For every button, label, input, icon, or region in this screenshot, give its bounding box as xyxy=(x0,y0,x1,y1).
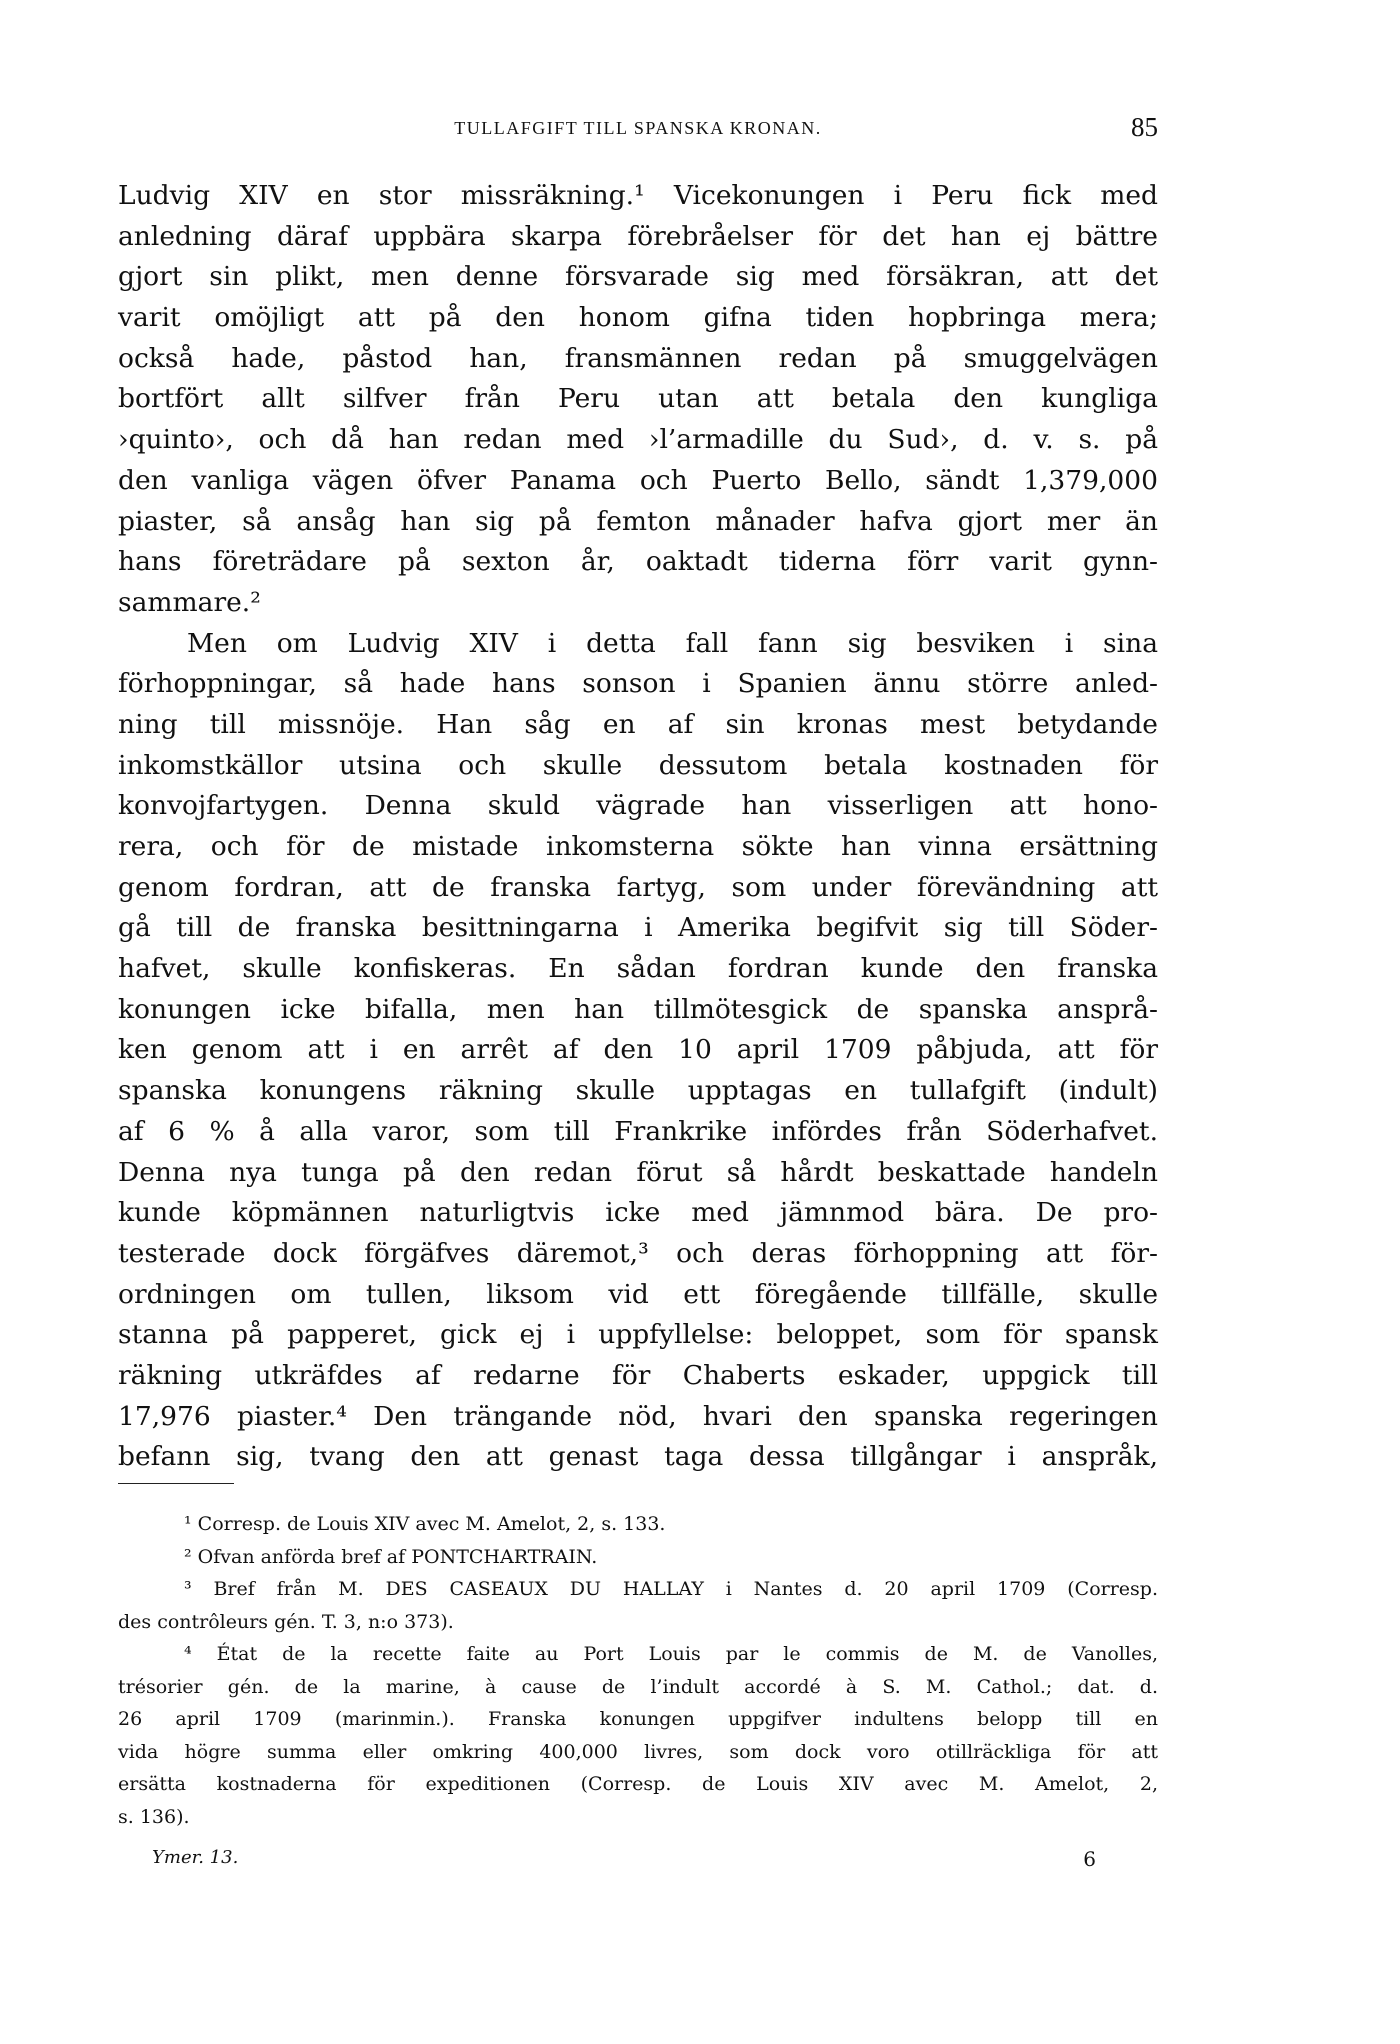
text-line: ordningen om tullen, liksom vid ett föregående tillfälle, skulle xyxy=(118,1278,1158,1310)
text-line: konvojfartygen. Denna skuld vägrade han visserligen att hono- xyxy=(118,790,1158,822)
text-line: gjort sin plikt, men denne försvarade sig med försäkran, att det xyxy=(118,261,1158,293)
text-line: Ludvig XIV en stor missräkning.¹ Vicekonungen i Peru fick med xyxy=(118,180,1158,211)
footnote-1: ¹ Corresp. de Louis XIV avec M. Amelot, 2, s. 133. xyxy=(184,1513,666,1535)
text-line: förhoppningar, så hade hans sonson i Spanien ännu större anled- xyxy=(118,668,1158,700)
body-text xyxy=(118,176,1158,1478)
text-line: räkning utkräfdes af redarne för Chaberts eskader, uppgick till xyxy=(118,1359,1158,1391)
page-footer xyxy=(152,1847,1096,1877)
text-line: också hade, påstod han, fransmännen redan på smuggelvägen xyxy=(118,342,1158,374)
footnote-3-cont: des contrôleurs gén. T. 3, n:o 373). xyxy=(118,1610,454,1633)
text-line: ken genom att i en arrêt af den 10 april 1709 påbjuda, att för xyxy=(118,1034,1158,1066)
text-line: af 6 % å alla varor, som till Frankrike infördes från Söderhafvet. xyxy=(118,1115,1158,1147)
footnote-3: ³ Bref från M. DES CASEAUX DU HALLAY i Nantes d. 20 april 1709 (Corresp. xyxy=(184,1578,1158,1600)
footnote-4-cont: s. 136). xyxy=(118,1805,190,1828)
page-header xyxy=(118,112,1158,156)
footnotes xyxy=(118,1508,1158,1833)
paragraph-start-line: Men om Ludvig XIV i detta fall fann sig besviken i sina xyxy=(187,627,1158,659)
running-head: TULLAFGIFT TILL SPANSKA KRONAN. xyxy=(454,118,822,138)
text-line: hafvet, skulle konfiskeras. En sådan fordran kunde den franska xyxy=(118,953,1158,985)
footnote-4: ⁴ État de la recette faite au Port Louis par le commis de M. de Vanolles, xyxy=(184,1643,1158,1665)
footnote-4-cont: vida högre summa eller omkring 400,000 livres, som dock voro otillräckliga för att xyxy=(118,1740,1158,1763)
text-line: bortfört allt silfver från Peru utan att betala den kungliga xyxy=(118,383,1158,415)
text-line: hans företrädare på sexton år, oaktadt tiderna förr varit gynn- xyxy=(118,546,1158,578)
text-line: rera, och för de mistade inkomsterna sökte han vinna ersättning xyxy=(118,831,1158,862)
sheet-number: 6 xyxy=(1083,1847,1096,1871)
text-line: befann sig, tvang den att genast taga dessa tillgångar i anspråk, xyxy=(118,1441,1158,1473)
text-line: varit omöjligt att på den honom gifna tiden hopbringa mera; xyxy=(118,302,1158,334)
footnote-4-cont: trésorier gén. de la marine, à cause de l’indult accordé à S. M. Cathol.; dat. d. xyxy=(118,1675,1158,1698)
text-line: ning till missnöje. Han såg en af sin kronas mest betydande xyxy=(118,708,1158,740)
footnote-4-cont: 26 april 1709 (marinmin.). Franska konungen uppgifver indultens belopp till en xyxy=(118,1708,1158,1730)
text-line: Denna nya tunga på den redan förut så hårdt beskattade handeln xyxy=(118,1156,1158,1188)
text-line: kunde köpmännen naturligtvis icke med jämnmod bära. De pro- xyxy=(118,1197,1158,1229)
text-line: ›quinto›, och då han redan med ›l’armadille du Sud›, d. v. s. på xyxy=(118,424,1158,456)
footnote-2: ² Ofvan anförda bref af PONTCHARTRAIN. xyxy=(184,1545,598,1568)
page-number: 85 xyxy=(1131,112,1158,142)
text-line: spanska konungens räkning skulle upptagas en tullafgift (indult) xyxy=(118,1075,1158,1107)
text-line: anledning däraf uppbära skarpa förebråelser för det han ej bättre xyxy=(118,220,1158,252)
text-line: piaster, så ansåg han sig på femton månader hafva gjort mer än xyxy=(118,505,1158,537)
text-line: inkomstkällor utsina och skulle dessutom betala kostnaden för xyxy=(118,749,1158,781)
footnote-rule xyxy=(118,1483,234,1484)
text-line: testerade dock förgäfves däremot,³ och deras förhoppning att för- xyxy=(118,1237,1158,1269)
text-line: konungen icke bifalla, men han tillmötesgick de spanska ansprå- xyxy=(118,993,1158,1025)
text-line: stanna på papperet, gick ej i uppfyllelse: beloppet, som för spansk xyxy=(118,1319,1158,1351)
text-line: sammare.² xyxy=(118,586,261,618)
printer-signature: Ymer. 13. xyxy=(152,1847,239,1868)
footnote-4-cont: ersätta kostnaderna för expeditionen (Corresp. de Louis XIV avec M. Amelot, 2, xyxy=(118,1773,1158,1795)
text-line: genom fordran, att de franska fartyg, som under förevändning att xyxy=(118,871,1158,903)
text-line: 17,976 piaster.⁴ Den trängande nöd, hvari den spanska regeringen xyxy=(118,1400,1158,1432)
text-line: gå till de franska besittningarna i Amerika begifvit sig till Söder- xyxy=(118,912,1158,944)
text-line: den vanliga vägen öfver Panama och Puerto Bello, sändt 1,379,000 xyxy=(118,464,1158,496)
